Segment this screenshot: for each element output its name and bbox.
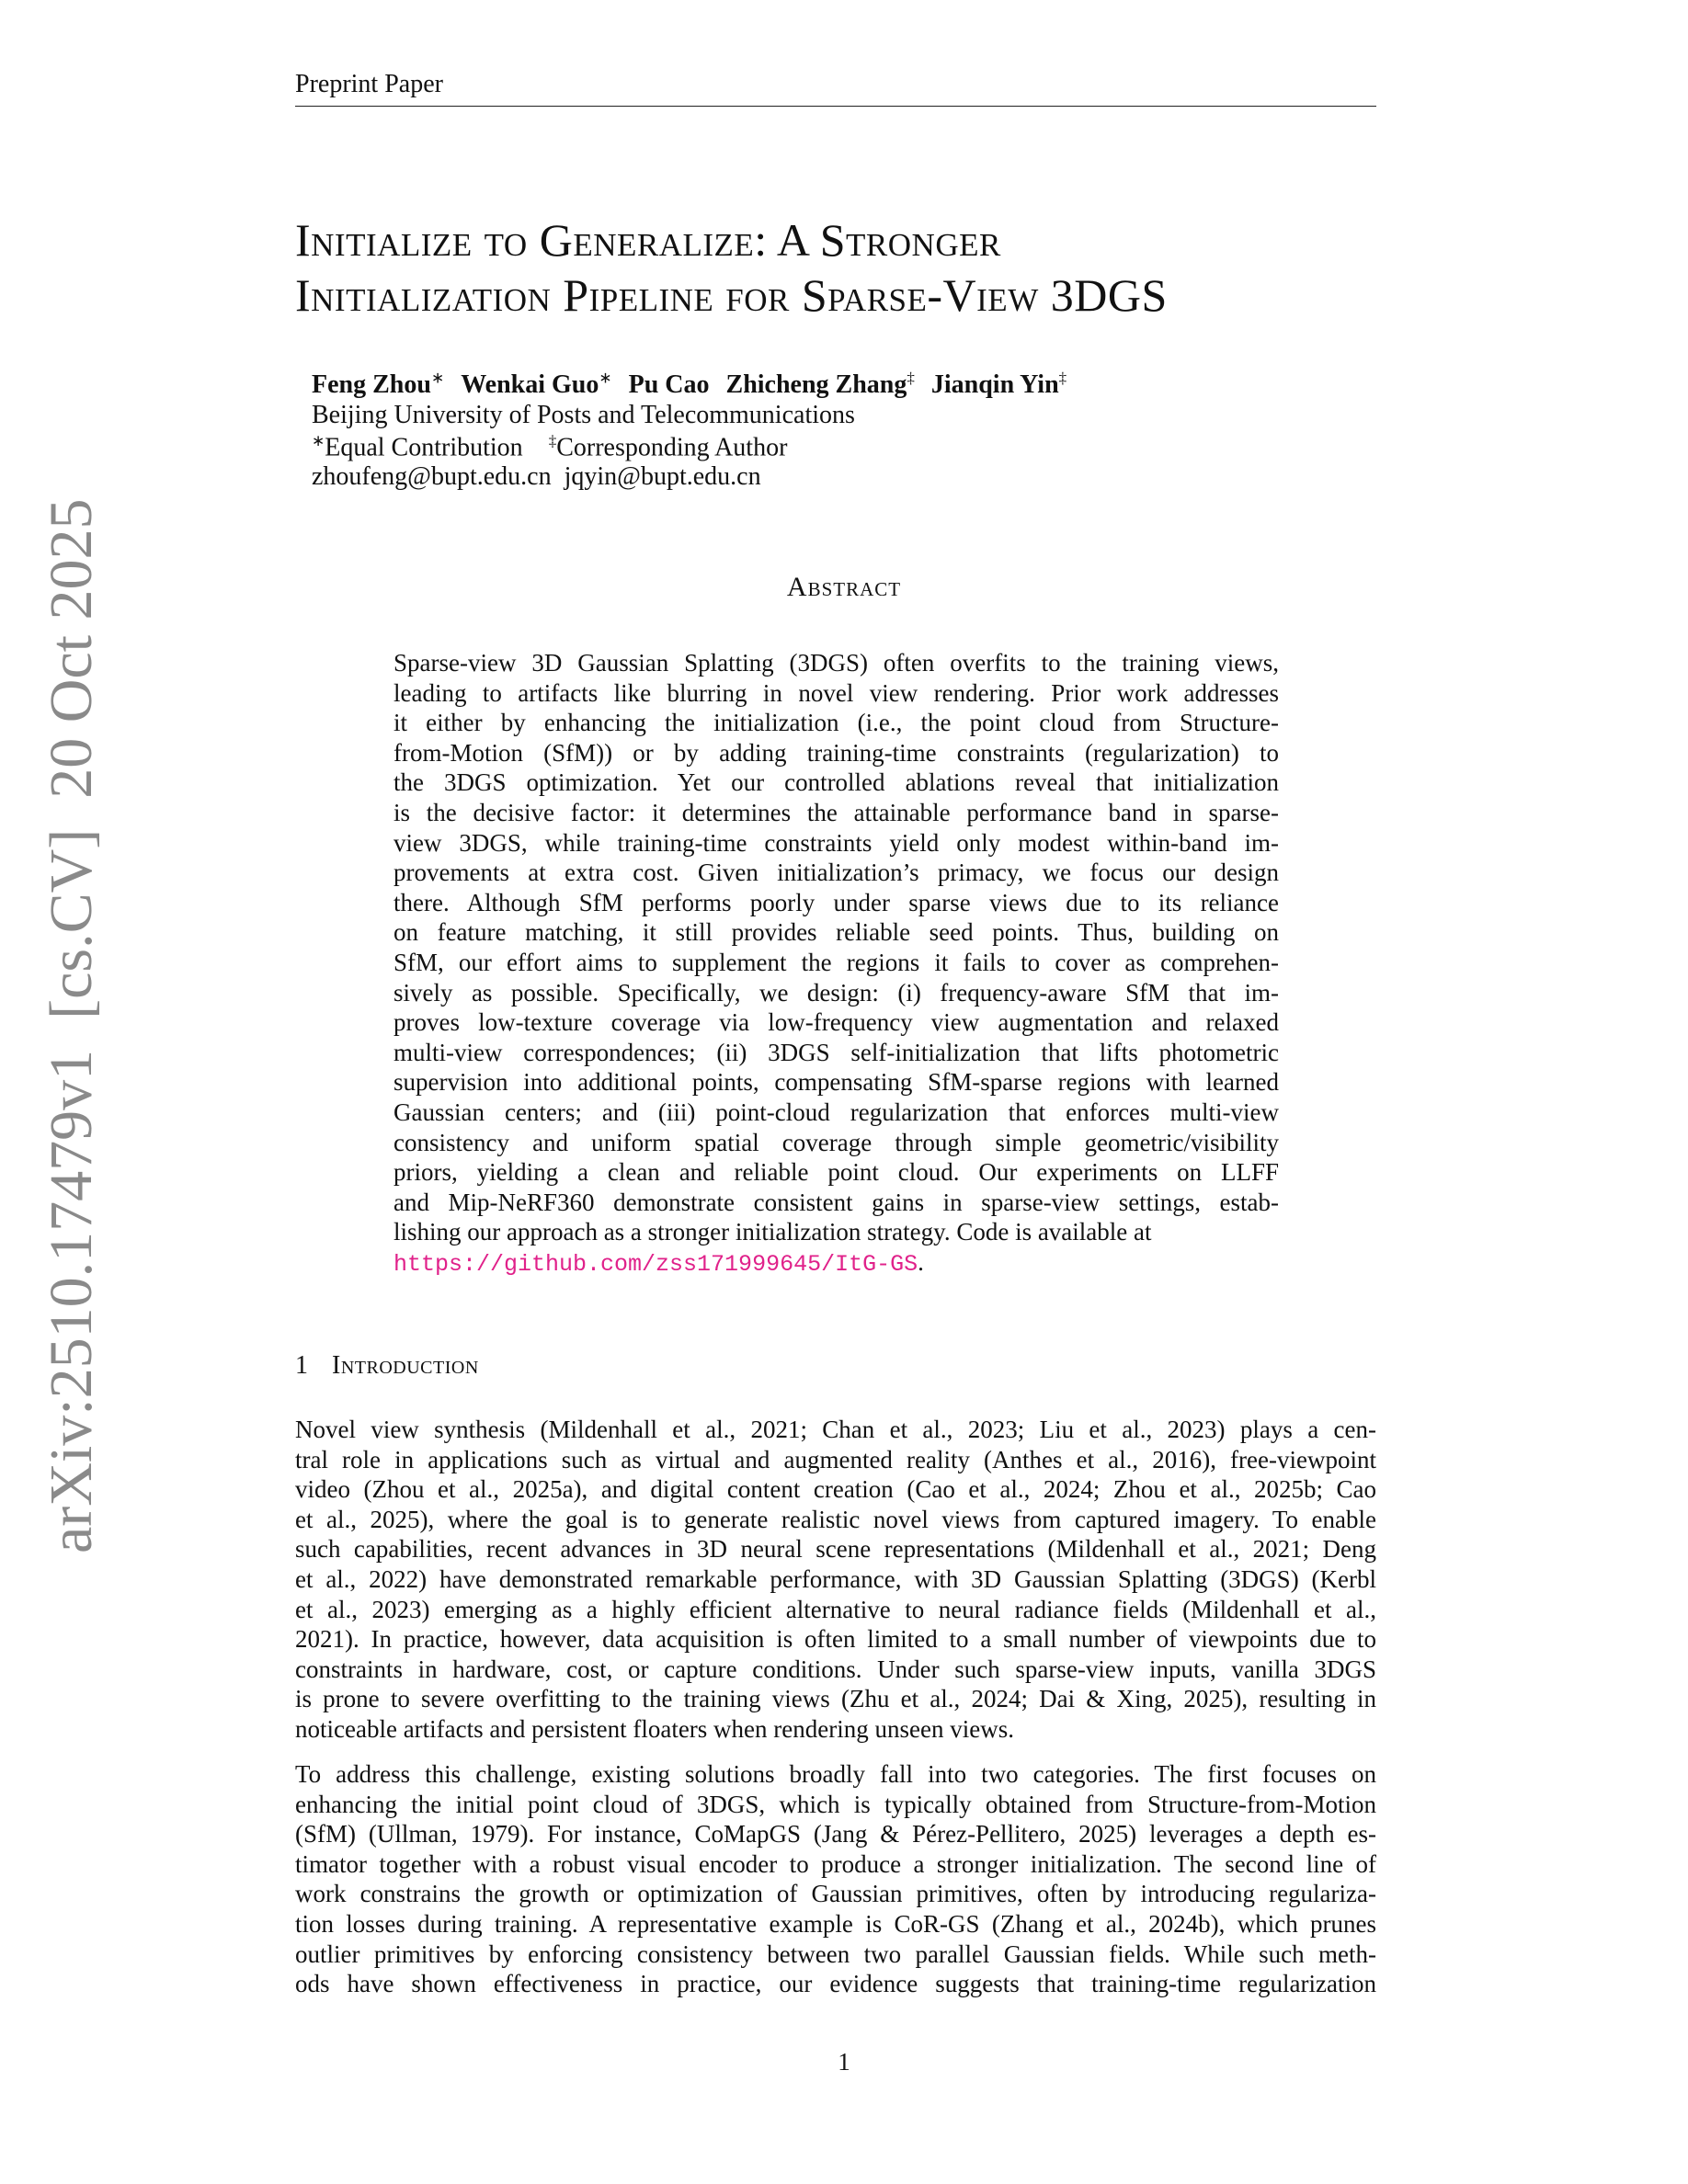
paragraph-line: video (Zhou et al., 2025a), and digital content creation (Cao et al., 2024; Zhou et al., 2025b; Cao	[295, 1475, 1376, 1504]
abstract-line: provements at extra cost. Given initialization’s primacy, we focus our design	[393, 859, 1279, 887]
equal-contribution: Equal Contribution	[325, 433, 523, 462]
intro-paragraph-2	[295, 1759, 1376, 1999]
section-number: 1	[295, 1351, 308, 1380]
emails: zhoufeng@bupt.edu.cn jqyin@bupt.edu.cn	[312, 462, 761, 491]
author-mark: ∗	[599, 370, 612, 387]
abstract-line	[393, 1247, 1279, 1278]
abstract-line: multi-view correspondences; (ii) 3DGS self-initialization that lifts photometric	[393, 1038, 1279, 1066]
abstract-line: is the decisive factor: it determines the attainable performance band in sparse-	[393, 798, 1279, 826]
running-header: Preprint Paper	[295, 70, 443, 98]
section-heading-introduction	[295, 1351, 479, 1381]
author-list	[312, 370, 1083, 400]
abstract-line: sively as possible. Specifically, we design: (i) frequency-aware SfM that im-	[393, 978, 1279, 1007]
abstract-line: there. Although SfM performs poorly under sparse views due to its reliance	[393, 888, 1279, 916]
section-title: Introduction	[332, 1351, 479, 1380]
paper-title-line-2: Initialization Pipeline for Sparse-View 3DGS	[295, 269, 1168, 321]
author	[726, 370, 915, 399]
paragraph-line: et al., 2023) emerging as a highly efficient alternative to neural radiance fields (Mildenhall et al.,	[295, 1595, 1376, 1623]
paragraph-line: To address this challenge, existing solutions broadly fall into two categories. The first focuses on	[295, 1760, 1376, 1788]
abstract-line: priors, yielding a clean and reliable point cloud. Our experiments on LLFF	[393, 1158, 1279, 1187]
abstract-line: the 3DGS optimization. Yet our controlled ablations reveal that initialization	[393, 768, 1279, 797]
paragraph-line: noticeable artifacts and persistent floaters when rendering unseen views.	[295, 1714, 1014, 1743]
abstract-line: Sparse-view 3D Gaussian Splatting (3DGS) often overfits to the training views,	[393, 649, 1279, 677]
abstract-line: consistency and uniform spatial coverage through simple geometric/visibility	[393, 1128, 1279, 1156]
author-name: Feng Zhou	[312, 370, 431, 400]
paragraph-line: timator together with a robust visual encoder to produce a stronger initialization. The second line of	[295, 1849, 1376, 1878]
author	[931, 370, 1066, 399]
paragraph-line: tral role in applications such as virtual and augmented reality (Anthes et al., 2016), free-viewpoint	[295, 1445, 1376, 1473]
paragraph-line: outlier primitives by enforcing consistency between two parallel Gaussian fields. While such meth-	[295, 1939, 1376, 1968]
author-mark: ‡	[907, 370, 915, 387]
abstract-line: and Mip-NeRF360 demonstrate consistent gains in sparse-view settings, estab-	[393, 1188, 1279, 1216]
abstract-heading: Abstract	[786, 572, 902, 602]
page-number: 1	[838, 2048, 850, 2076]
paragraph-line: et al., 2022) have demonstrated remarkable performance, with 3D Gaussian Splatting (3DGS) (Kerbl	[295, 1564, 1376, 1593]
author-mark: ‡	[1058, 370, 1067, 387]
abstract-line: from-Motion (SfM)) or by adding training-time constraints (regularization) to	[393, 738, 1279, 767]
author	[461, 370, 611, 399]
paragraph-line: et al., 2025), where the goal is to generate realistic novel views from captured imagery. To enable	[295, 1505, 1376, 1533]
contribution-note	[312, 432, 787, 462]
abstract-line: SfM, our effort aims to supplement the regions it fails to cover as comprehen-	[393, 948, 1279, 976]
author-name: Zhicheng Zhang	[725, 370, 907, 400]
paragraph-line: ods have shown effectiveness in practice, our evidence suggests that training-time regularization	[295, 1970, 1376, 1998]
affiliation: Beijing University of Posts and Telecommunications	[312, 401, 855, 429]
paragraph-line: enhancing the initial point cloud of 3DGS, which is typically obtained from Structure-from-Motion	[295, 1790, 1376, 1818]
paragraph-line: Novel view synthesis (Mildenhall et al., 2021; Chan et al., 2023; Liu et al., 2023) plays a cen-	[295, 1416, 1376, 1443]
abstract-body	[393, 648, 1279, 1277]
paragraph-line: (SfM) (Ullman, 1979). For instance, CoMapGS (Jang & Pérez-Pellitero, 2025) leverages a depth es-	[295, 1820, 1376, 1848]
abstract-line: view 3DGS, while training-time constraints yield only modest within-band im-	[393, 828, 1279, 857]
abstract-line: lishing our approach as a stronger initialization strategy. Code is available at	[393, 1218, 1152, 1246]
corr-mark: ‡	[548, 432, 557, 449]
author	[312, 370, 444, 399]
corresponding-author: Corresponding Author	[556, 433, 788, 462]
paragraph-line: such capabilities, recent advances in 3D neural scene representations (Mildenhall et al., 2021; Deng	[295, 1535, 1376, 1564]
arxiv-stamp: arXiv:2510.17479v1 [cs.CV] 20 Oct 2025	[38, 498, 105, 1553]
intro-paragraph-1	[295, 1415, 1376, 1745]
period: .	[918, 1247, 924, 1276]
paragraph-line: is prone to severe overfitting to the training views (Zhu et al., 2024; Dai & Xing, 2025), resulting in	[295, 1685, 1376, 1713]
author	[629, 370, 710, 399]
abstract-line: proves low-texture coverage via low-frequency view augmentation and relaxed	[393, 1008, 1279, 1037]
abstract-line: it either by enhancing the initialization (i.e., the point cloud from Structure-	[393, 709, 1279, 737]
paragraph-line: constraints in hardware, cost, or capture conditions. Under such sparse-view inputs, vanilla 3DGS	[295, 1655, 1376, 1683]
abstract-line: leading to artifacts like blurring in novel view rendering. Prior work addresses	[393, 678, 1279, 707]
paragraph-line: tion losses during training. A representative example is CoR-GS (Zhang et al., 2024b), which prunes	[295, 1909, 1376, 1938]
author-name: Pu Cao	[628, 370, 710, 400]
paragraph-line: 2021). In practice, however, data acquisition is often limited to a small number of viewpoints due to	[295, 1625, 1376, 1654]
abstract-line: Gaussian centers; and (iii) point-cloud regularization that enforces multi-view	[393, 1098, 1279, 1126]
author-mark: ∗	[430, 370, 445, 387]
paper-title-line-1: Initialize to Generalize: A Stronger	[295, 214, 1001, 266]
paragraph-line: work constrains the growth or optimization of Gaussian primitives, often by introducing regulariza-	[295, 1880, 1376, 1908]
abstract-line: on feature matching, it still provides reliable seed points. Thus, building on	[393, 918, 1279, 947]
header-rule	[295, 106, 1376, 107]
code-link[interactable]: https://github.com/zss171999645/ItG-GS	[393, 1250, 918, 1278]
abstract-line: supervision into additional points, compensating SfM-sparse regions with learned	[393, 1068, 1279, 1097]
author-name: Jianqin Yin	[930, 370, 1059, 400]
equal-mark: ∗	[312, 432, 325, 449]
author-name: Wenkai Guo	[461, 370, 599, 400]
